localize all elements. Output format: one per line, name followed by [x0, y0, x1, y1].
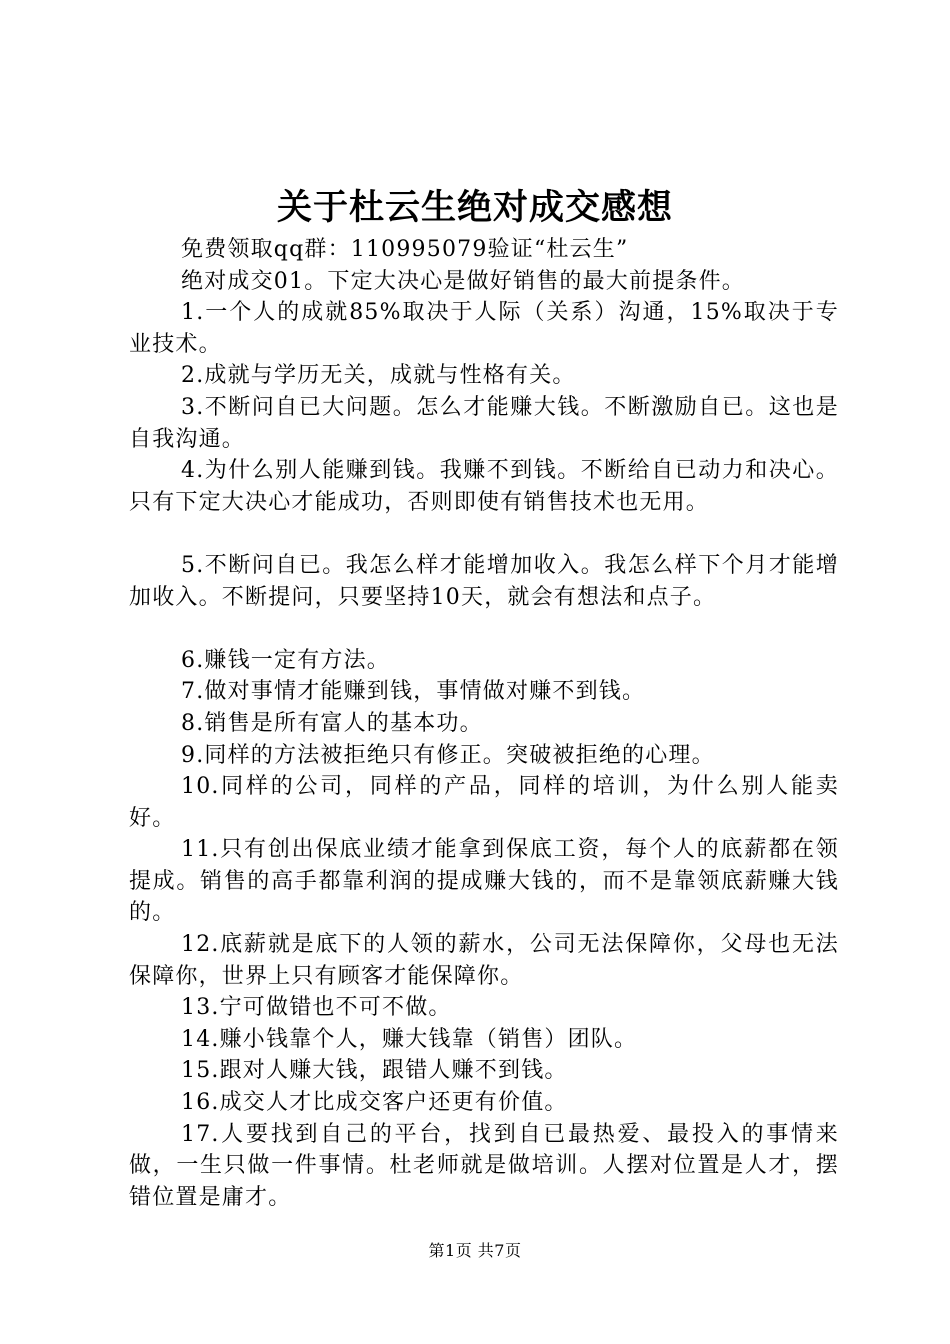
- paragraph-item-13: 13.宁可做错也不可不做。: [181, 995, 452, 1021]
- paragraph-intro: 绝对成交01。下定大决心是做好销售的最大前提条件。: [181, 268, 745, 294]
- paragraph-item-6: 6.赚钱一定有方法。: [181, 647, 390, 673]
- document-title: 关于杜云生绝对成交感想: [276, 187, 673, 228]
- paragraph-item-17: 17.人要找到自己的平台，找到自已最热爱、最投入的事情来做，一生只做一件事情。杜老师就是做培训。人摆对位置是人才，摆错位置是庸才。: [129, 1121, 839, 1210]
- paragraph-qq-group: 免费领取qq群：110995079验证“杜云生”: [181, 237, 629, 262]
- paragraph-item-9: 9.同样的方法被拒绝只有修正。突破被拒绝的心理。: [181, 742, 715, 768]
- document-body: [129, 234, 839, 1213]
- paragraph-item-16: 16.成交人才比成交客户还更有价值。: [181, 1090, 568, 1116]
- paragraph-item-10: 10.同样的公司，同样的产品，同样的培训，为什么别人能卖好。: [129, 774, 839, 831]
- paragraph-item-7: 7.做对事情才能赚到钱，事情做对赚不到钱。: [181, 679, 646, 705]
- paragraph-item-1: 1.一个人的成就85%取决于人际（关系）沟通，15%取决于专业技术。: [129, 300, 839, 357]
- paragraph-item-3: 3.不断问自已大问题。怎么才能赚大钱。不断激励自已。这也是自我沟通。: [129, 394, 839, 452]
- paragraph-item-14: 14.赚小钱靠个人，赚大钱靠（销售）团队。: [181, 1026, 638, 1052]
- paragraph-item-4: 4.为什么别人能赚到钱。我赚不到钱。不断给自已动力和决心。只有下定大决心才能成功，否则即使有销售技术也无用。: [129, 458, 839, 515]
- paragraph-item-11: 11.只有创出保底业绩才能拿到保底工资，每个人的底薪都在领提成。销售的高手都靠利润的提成赚大钱的，而不是靠领底薪赚大钱的。: [129, 837, 839, 926]
- paragraph-item-2: 2.成就与学历无关，成就与性格有关。: [181, 363, 576, 389]
- paragraph-item-15: 15.跟对人赚大钱，跟错人赚不到钱。: [181, 1058, 568, 1084]
- paragraph-item-8: 8.销售是所有富人的基本功。: [181, 710, 483, 736]
- page-footer: 第1页 共7页: [428, 1241, 522, 1260]
- paragraph-item-5: 5.不断问自已。我怎么样才能增加收入。我怎么样下个月才能增加收入。不断提问，只要坚持10天，就会有想法和点子。: [129, 552, 839, 610]
- paragraph-item-12: 12.底薪就是底下的人领的薪水，公司无法保障你，父母也无法保障你，世界上只有顾客才能保障你。: [129, 932, 839, 989]
